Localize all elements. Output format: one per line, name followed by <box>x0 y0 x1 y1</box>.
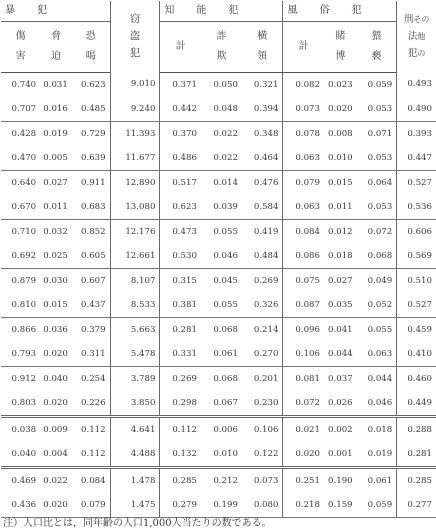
table-cell: 0.285 <box>160 468 201 494</box>
header-theft-char-3: 犯 <box>129 47 141 60</box>
table-cell: 0.018 <box>357 417 397 443</box>
table-cell: 0.381 <box>160 293 201 318</box>
table-cell: 1.478 <box>110 468 160 494</box>
table-cell: 0.049 <box>357 269 397 294</box>
footnote: 注）人口比とは，同年齢の人口1,000人当たりの数である。 <box>3 518 272 529</box>
table-cell: 0.279 <box>160 493 201 518</box>
group-morals: 風 俗 犯 <box>283 1 397 22</box>
table-cell: 0.852 <box>72 220 110 245</box>
table-cell: 9.240 <box>110 97 160 122</box>
table-cell: 0.015 <box>324 171 357 196</box>
table-cell: 0.080 <box>242 493 283 518</box>
table-cell: 0.026 <box>328 397 353 408</box>
table-cell: 0.803 <box>11 397 37 408</box>
table-cell: 12.661 <box>110 244 160 269</box>
table-cell: 0.106 <box>242 417 283 443</box>
table-cell: 0.063 <box>283 146 324 171</box>
table-cell: 0.050 <box>213 79 238 90</box>
table-cell: 0.035 <box>328 299 353 310</box>
table-cell: 0.112 <box>160 417 201 443</box>
table-cell: 0.055 <box>357 318 397 343</box>
table-cell: 0.740 <box>11 79 37 90</box>
table-cell: 0.055 <box>201 220 242 245</box>
header-other-line-1: 刑その <box>403 14 430 26</box>
sub-fraud: 詐 欺 <box>201 22 242 73</box>
table-cell: 5.663 <box>110 318 160 343</box>
table-cell: 0.879 <box>1 269 40 294</box>
header-other-line-3: 犯の <box>407 48 426 60</box>
sub-total-morals: 計 <box>283 22 324 73</box>
table-cell: 0.064 <box>357 171 397 196</box>
table-cell: 0.022 <box>213 152 238 163</box>
table-cell: 8.533 <box>110 293 160 318</box>
table-cell: 0.037 <box>324 367 357 392</box>
table-row <box>1 293 436 318</box>
table-cell: 0.020 <box>40 493 72 518</box>
table-cell: 0.464 <box>253 152 279 163</box>
table-cell: 0.793 <box>11 348 37 359</box>
table-cell: 12.176 <box>110 220 160 245</box>
table-cell: 12.890 <box>110 171 160 196</box>
table-row <box>1 244 436 269</box>
table-cell: 0.032 <box>40 220 72 245</box>
header-row-sub <box>1 22 436 73</box>
header-row-groups <box>1 1 436 22</box>
table-cell: 0.018 <box>328 250 353 261</box>
table-cell: 0.269 <box>160 367 201 392</box>
sub-obscenity: 猥 褻 <box>357 22 397 73</box>
table-cell: 0.670 <box>11 201 37 212</box>
table-cell: 0.484 <box>253 250 279 261</box>
table-cell: 0.623 <box>81 79 106 90</box>
table-cell: 0.866 <box>1 318 40 343</box>
table-cell: 0.073 <box>283 97 324 122</box>
table-row <box>1 269 436 294</box>
table-cell: 9.010 <box>110 73 160 98</box>
table-row <box>1 342 436 367</box>
table-cell: 0.079 <box>283 171 324 196</box>
table-cell: 0.326 <box>253 299 279 310</box>
table-cell: 0.459 <box>397 318 436 343</box>
sub-injury: 傷 害 <box>1 22 40 73</box>
table-row <box>1 146 436 171</box>
table-cell: 0.132 <box>160 442 201 468</box>
table-cell: 0.038 <box>1 417 40 443</box>
table-cell: 0.010 <box>328 152 353 163</box>
table-cell: 3.850 <box>110 391 160 417</box>
table-cell: 0.527 <box>397 293 436 318</box>
table-cell: 0.027 <box>40 171 72 196</box>
table-cell: 0.021 <box>283 417 324 443</box>
table-cell: 0.269 <box>242 269 283 294</box>
table-cell: 3.789 <box>110 367 160 392</box>
table-cell: 0.226 <box>81 397 106 408</box>
table-cell: 0.470 <box>11 152 37 163</box>
table-cell: 0.912 <box>1 367 40 392</box>
table-cell: 0.460 <box>397 367 436 392</box>
table-cell: 0.072 <box>283 391 324 417</box>
table-cell: 0.012 <box>324 220 357 245</box>
table-cell: 4.641 <box>110 417 160 443</box>
table-cell: 0.004 <box>43 448 68 459</box>
table-cell: 0.019 <box>40 122 72 147</box>
table-cell: 0.112 <box>81 448 106 459</box>
table-cell: 0.159 <box>324 493 357 518</box>
table-cell: 0.607 <box>72 269 110 294</box>
table-cell: 0.449 <box>397 391 436 417</box>
table-cell: 0.911 <box>72 171 110 196</box>
table-cell: 0.068 <box>201 367 242 392</box>
table-cell: 0.016 <box>43 103 68 114</box>
table-cell: 0.639 <box>81 152 106 163</box>
table-cell: 0.476 <box>242 171 283 196</box>
table-cell: 0.623 <box>160 195 201 220</box>
table-cell: 0.044 <box>328 348 353 359</box>
table-cell: 0.230 <box>253 397 279 408</box>
table-cell: 0.218 <box>283 493 324 518</box>
table-cell: 4.488 <box>110 442 160 468</box>
table-cell: 0.044 <box>357 367 397 392</box>
table-cell: 0.045 <box>201 269 242 294</box>
table-row <box>1 122 436 147</box>
table-cell: 0.122 <box>253 448 279 459</box>
table-cell: 0.067 <box>213 397 238 408</box>
table-cell: 0.584 <box>253 201 279 212</box>
table-cell: 0.485 <box>81 103 106 114</box>
table-cell: 0.393 <box>397 122 436 147</box>
table-cell: 0.428 <box>1 122 40 147</box>
table-row <box>1 171 436 196</box>
table-cell: 0.201 <box>242 367 283 392</box>
table-cell: 0.020 <box>43 348 68 359</box>
table-cell: 0.606 <box>397 220 436 245</box>
table-cell: 0.086 <box>283 244 324 269</box>
table-cell: 0.082 <box>283 73 324 98</box>
table-cell: 0.281 <box>397 442 436 468</box>
table-cell: 0.212 <box>201 468 242 494</box>
group-intellectual: 知 能 犯 <box>160 1 283 22</box>
table-cell: 0.419 <box>242 220 283 245</box>
table-cell: 0.729 <box>72 122 110 147</box>
table-row <box>1 367 436 392</box>
table-cell: 0.112 <box>72 417 110 443</box>
table-cell: 0.285 <box>397 468 436 494</box>
table-cell: 0.510 <box>397 269 436 294</box>
table-cell: 0.530 <box>160 244 201 269</box>
table-cell: 0.473 <box>160 220 201 245</box>
table-cell: 0.022 <box>201 122 242 147</box>
table-cell: 0.061 <box>213 348 238 359</box>
table-cell: 0.298 <box>160 391 201 417</box>
table-cell: 0.063 <box>367 348 393 359</box>
table-row <box>1 391 436 417</box>
table-cell: 0.379 <box>72 318 110 343</box>
table-cell: 0.640 <box>1 171 40 196</box>
table-cell: 0.020 <box>328 103 353 114</box>
table-cell: 0.810 <box>11 299 37 310</box>
table-cell: 0.683 <box>81 201 106 212</box>
header-other <box>397 1 436 73</box>
table-cell: 0.569 <box>397 244 436 269</box>
table-cell: 0.436 <box>1 493 40 518</box>
table-cell: 0.014 <box>201 171 242 196</box>
table-cell: 0.270 <box>253 348 279 359</box>
table-cell: 0.348 <box>242 122 283 147</box>
table-cell: 0.020 <box>43 397 68 408</box>
table-cell: 0.073 <box>242 468 283 494</box>
header-theft-char-1: 窃 <box>129 13 141 26</box>
table-cell: 0.493 <box>397 73 436 98</box>
table-cell: 0.469 <box>1 468 40 494</box>
table-cell: 0.190 <box>324 468 357 494</box>
table-body <box>1 73 436 518</box>
table-cell: 0.692 <box>11 250 37 261</box>
table-cell: 0.011 <box>43 201 68 212</box>
table-cell: 0.030 <box>40 269 72 294</box>
table-cell: 0.315 <box>160 269 201 294</box>
table-cell: 0.517 <box>160 171 201 196</box>
table-cell: 1.475 <box>110 493 160 518</box>
table-cell: 0.311 <box>81 348 106 359</box>
table-cell: 0.053 <box>367 152 393 163</box>
table-cell: 0.053 <box>367 103 393 114</box>
table-cell: 0.020 <box>283 442 324 468</box>
table-cell: 0.370 <box>160 122 201 147</box>
table-cell: 0.023 <box>328 79 353 90</box>
crime-rate-table <box>1 1 436 518</box>
table-cell: 0.048 <box>213 103 238 114</box>
table-cell: 0.063 <box>283 195 324 220</box>
table-cell: 0.009 <box>40 417 72 443</box>
table-cell: 0.710 <box>1 220 40 245</box>
table-cell: 0.041 <box>324 318 357 343</box>
table-cell: 0.437 <box>81 299 106 310</box>
sub-intimidation: 脅 迫 <box>40 22 72 73</box>
table-cell: 5.478 <box>110 342 160 367</box>
table-cell: 0.053 <box>367 201 393 212</box>
table-cell: 0.536 <box>397 195 436 220</box>
table-cell: 0.071 <box>357 122 397 147</box>
table-cell: 0.010 <box>213 448 238 459</box>
table-cell: 0.486 <box>160 146 201 171</box>
header-theft <box>110 1 160 73</box>
table-row <box>1 73 436 98</box>
table-row <box>1 97 436 122</box>
table-row <box>1 195 436 220</box>
table-cell: 0.079 <box>72 493 110 518</box>
table-cell: 13.080 <box>110 195 160 220</box>
table-cell: 0.084 <box>72 468 110 494</box>
table-cell: 0.447 <box>397 146 436 171</box>
table-cell: 0.394 <box>253 103 279 114</box>
table-cell: 0.371 <box>160 73 201 98</box>
table-cell: 0.490 <box>397 97 436 122</box>
table-cell: 0.008 <box>324 122 357 147</box>
table-cell: 0.059 <box>367 79 393 90</box>
table-row <box>1 220 436 245</box>
table-cell: 0.025 <box>43 250 68 261</box>
table-cell: 0.199 <box>201 493 242 518</box>
table-cell: 0.288 <box>397 417 436 443</box>
table-cell: 0.068 <box>201 318 242 343</box>
table-cell: 0.046 <box>213 250 238 261</box>
table-cell: 0.081 <box>283 367 324 392</box>
table-cell: 0.031 <box>43 79 68 90</box>
table-cell: 0.254 <box>72 367 110 392</box>
table-cell: 0.006 <box>201 417 242 443</box>
table-cell: 0.096 <box>283 318 324 343</box>
sub-gambling: 賭 博 <box>324 22 357 73</box>
table-cell: 0.331 <box>160 342 201 367</box>
table-cell: 0.022 <box>40 468 72 494</box>
table-cell: 0.040 <box>40 367 72 392</box>
table-cell: 0.027 <box>324 269 357 294</box>
table-cell: 0.002 <box>324 417 357 443</box>
table-cell: 0.605 <box>81 250 106 261</box>
table-cell: 0.052 <box>367 299 393 310</box>
table-cell: 0.075 <box>283 269 324 294</box>
table-cell: 0.036 <box>40 318 72 343</box>
table-cell: 0.040 <box>11 448 37 459</box>
table-row <box>1 442 436 468</box>
sub-extortion: 恐 喝 <box>72 22 110 73</box>
group-violent: 暴 犯 <box>1 1 110 22</box>
table-row <box>1 468 436 494</box>
table-cell: 8.107 <box>110 269 160 294</box>
sub-total-intellectual: 計 <box>160 22 201 73</box>
table-cell: 0.011 <box>328 201 353 212</box>
table-cell: 0.078 <box>283 122 324 147</box>
header-other-line-2: 法他 <box>407 31 426 43</box>
table-cell: 0.059 <box>357 493 397 518</box>
table-cell: 0.087 <box>283 293 324 318</box>
table-row <box>1 318 436 343</box>
table-cell: 0.001 <box>328 448 353 459</box>
table-cell: 0.707 <box>11 103 37 114</box>
table-cell: 0.068 <box>367 250 393 261</box>
table-cell: 0.410 <box>397 342 436 367</box>
table-cell: 0.019 <box>367 448 393 459</box>
table-cell: 0.106 <box>283 342 324 367</box>
table-cell: 0.442 <box>160 97 201 122</box>
table-cell: 11.677 <box>110 146 160 171</box>
table-cell: 0.072 <box>357 220 397 245</box>
header-theft-char-2: 盗 <box>129 30 141 43</box>
table-cell: 0.281 <box>160 318 201 343</box>
table-cell: 0.046 <box>367 397 393 408</box>
table-cell: 0.251 <box>283 468 324 494</box>
table-cell: 0.527 <box>397 171 436 196</box>
table-cell: 0.277 <box>397 493 436 518</box>
table-cell: 0.055 <box>213 299 238 310</box>
sub-embezzlement: 横 領 <box>242 22 283 73</box>
table-cell: 0.039 <box>213 201 238 212</box>
table-row <box>1 417 436 443</box>
table-cell: 11.393 <box>110 122 160 147</box>
table-cell: 0.214 <box>242 318 283 343</box>
table-cell: 0.321 <box>253 79 279 90</box>
table-cell: 0.061 <box>357 468 397 494</box>
table-cell: 0.015 <box>43 299 68 310</box>
table-cell: 0.005 <box>43 152 68 163</box>
table-cell: 0.084 <box>283 220 324 245</box>
